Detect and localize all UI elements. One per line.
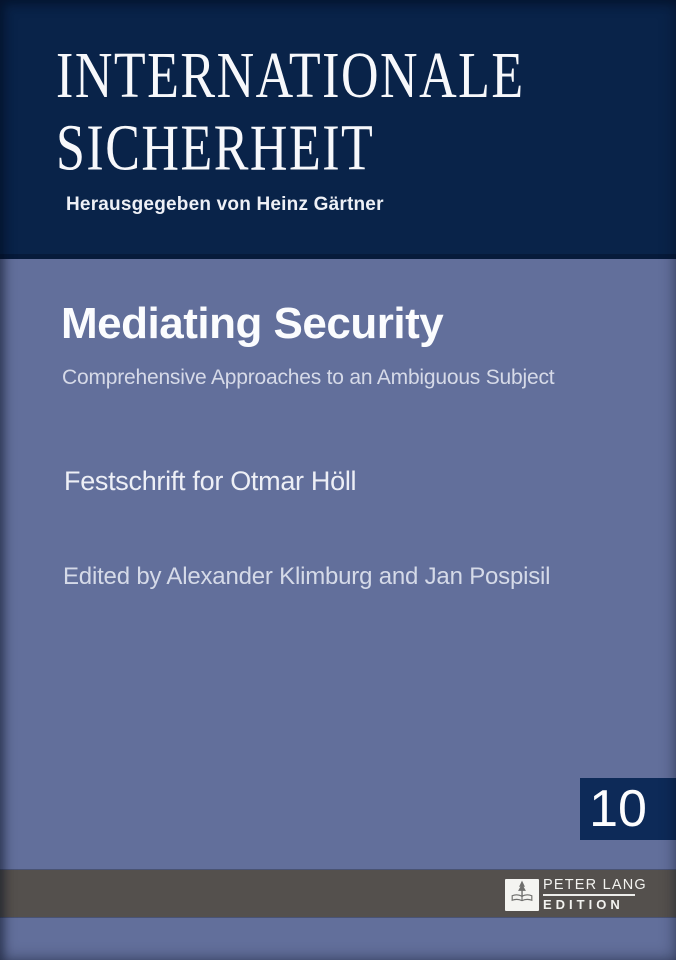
- series-editor-line: Herausgegeben von Heinz Gärtner: [66, 194, 384, 215]
- publisher-divider: [543, 894, 635, 896]
- publisher-band: [0, 870, 676, 917]
- publisher-logo: [505, 879, 539, 911]
- series-header: [0, 0, 676, 259]
- book-subtitle: Comprehensive Approaches to an Ambiguous Subject: [62, 366, 555, 389]
- publisher-imprint: EDITION: [543, 897, 624, 912]
- volume-number: 10: [589, 780, 647, 838]
- series-title-line1: INTERNATIONALE: [56, 40, 525, 113]
- dedication-line: Festschrift for Otmar Höll: [64, 466, 357, 496]
- book-title: Mediating Security: [61, 299, 444, 348]
- series-title-line2: SICHERHEIT: [56, 112, 375, 185]
- publisher-text-block: [543, 877, 647, 912]
- volume-badge: [580, 778, 676, 840]
- series-title: [56, 40, 525, 185]
- tree-book-icon: [508, 879, 536, 911]
- editors-line: Edited by Alexander Klimburg and Jan Pospisil: [63, 563, 551, 590]
- publisher-name: PETER LANG: [543, 877, 647, 893]
